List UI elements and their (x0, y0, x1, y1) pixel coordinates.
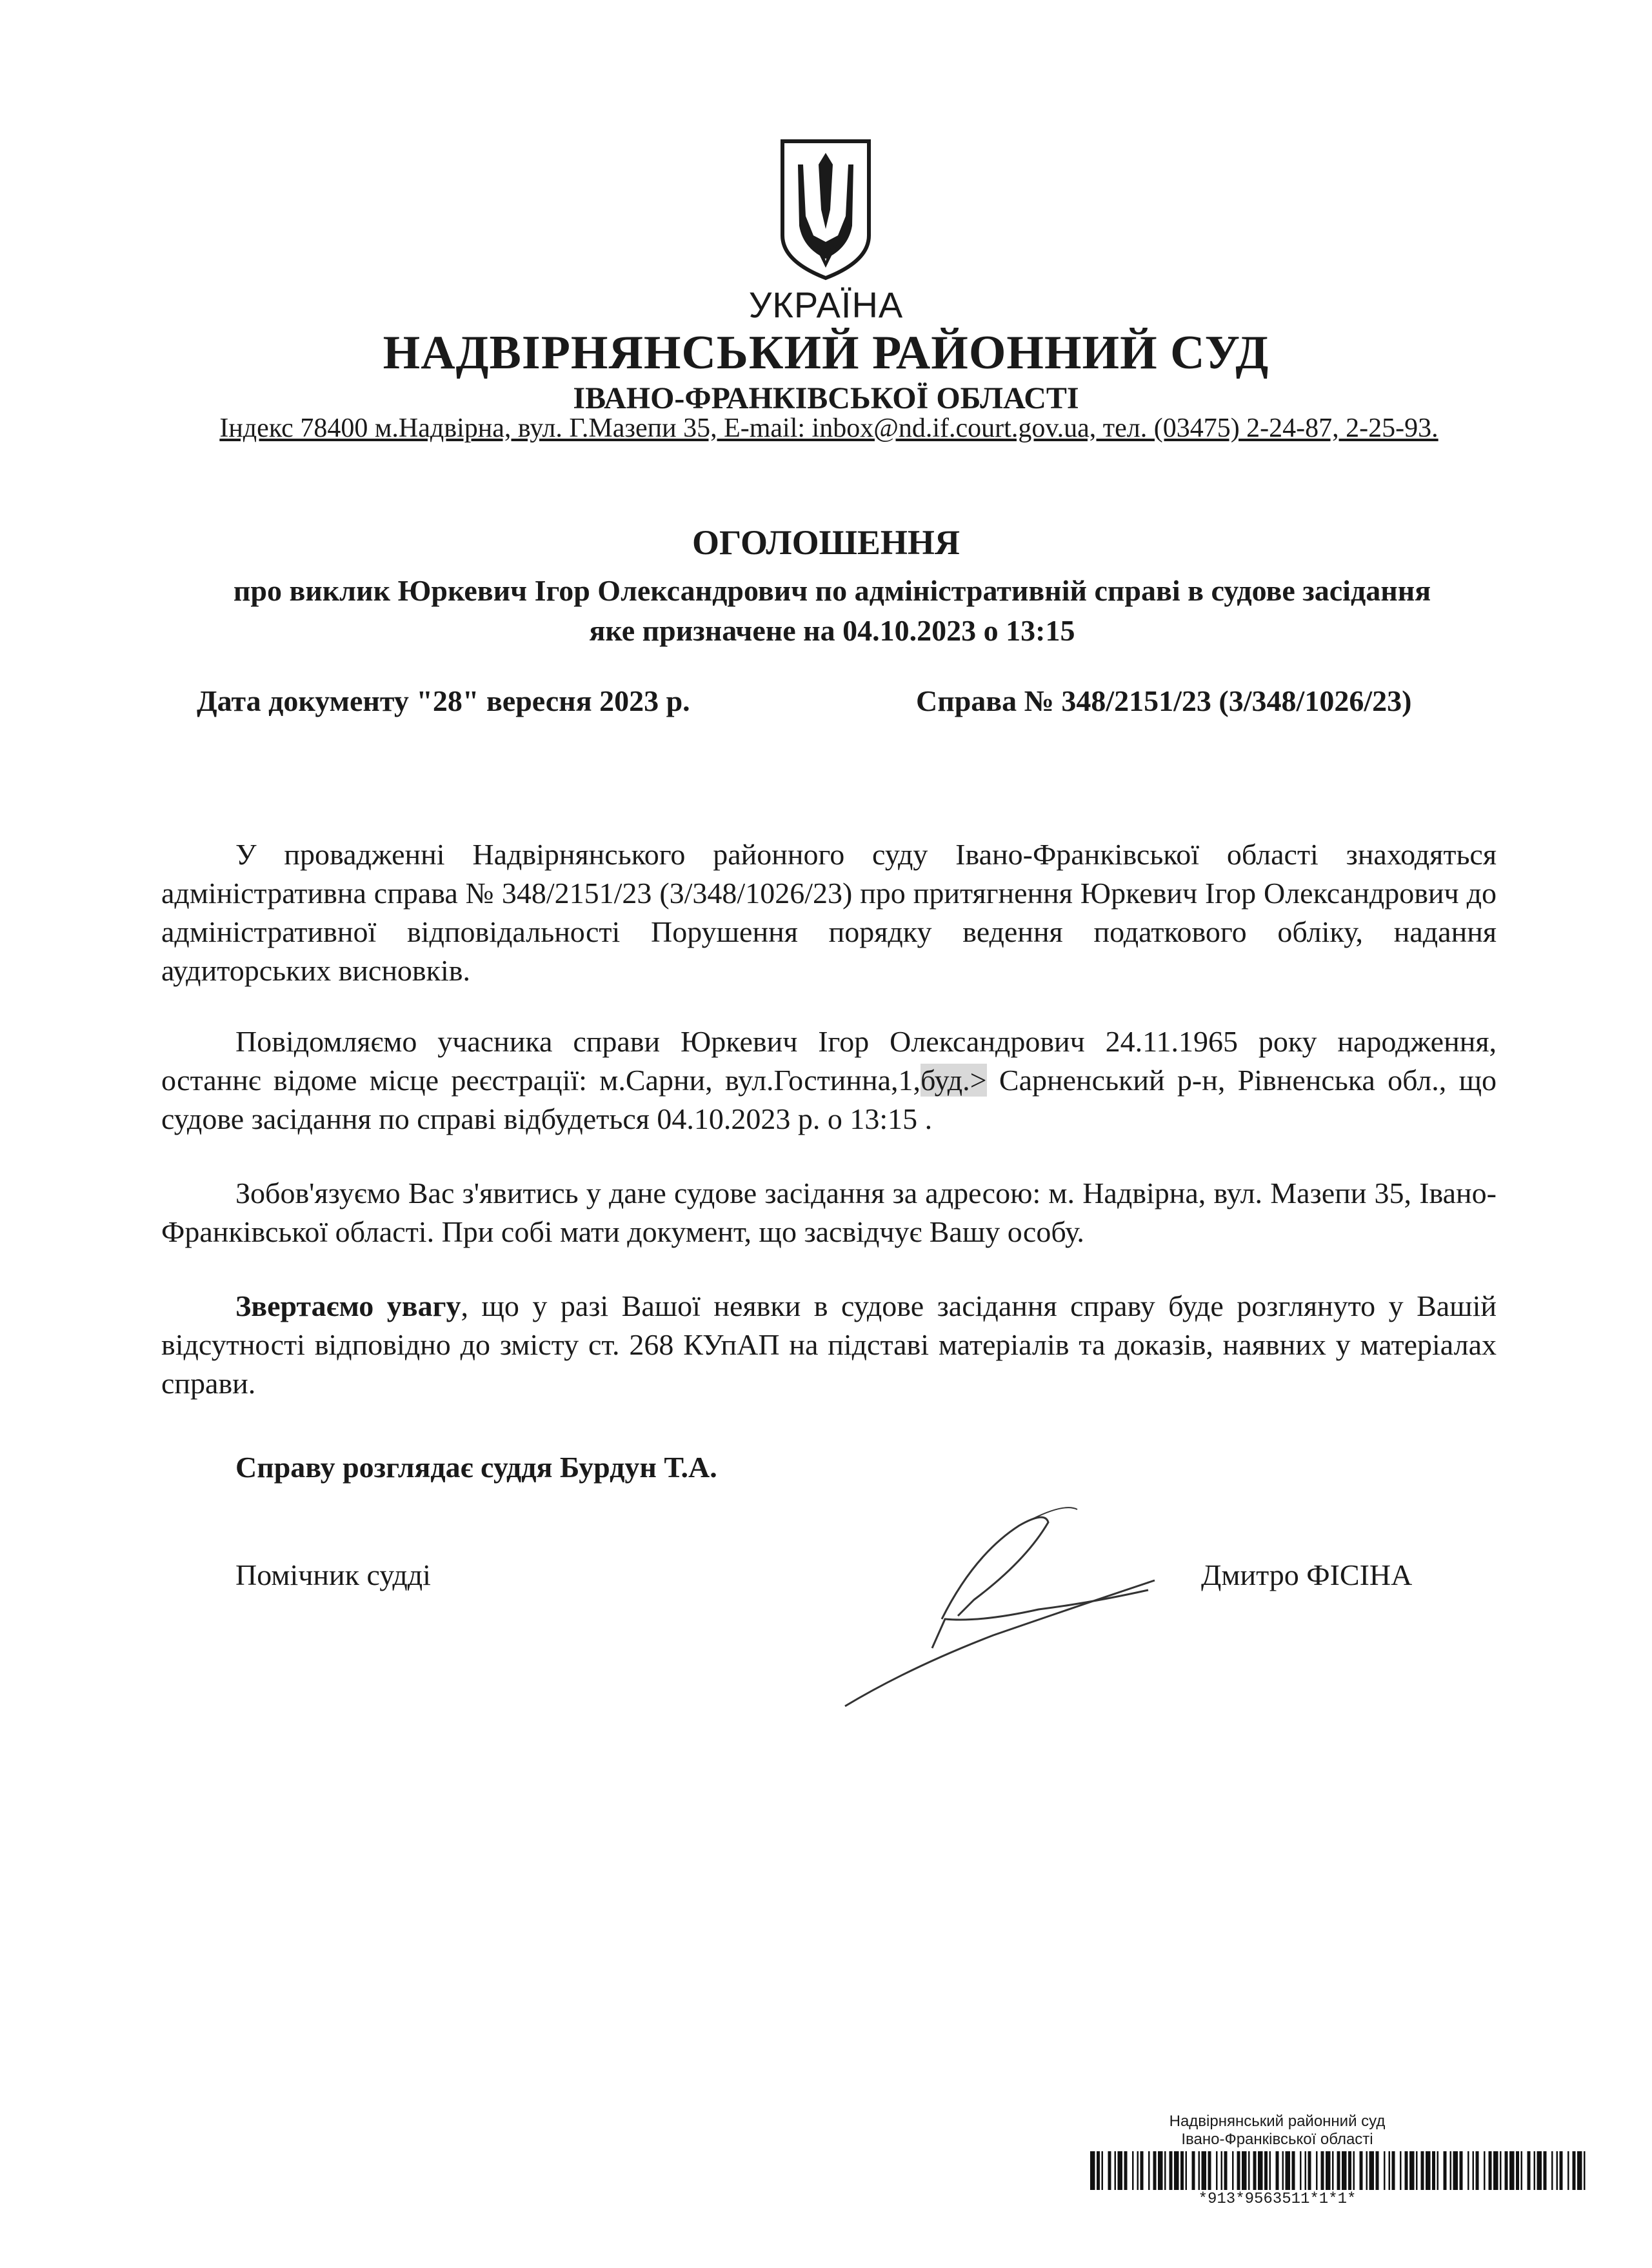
signatory-name: Дмитро ФІСІНА (1201, 1558, 1413, 1591)
notice-subject (168, 571, 1497, 651)
signatory-role: Помічник судді (235, 1558, 431, 1591)
stamp-court-name: Надвірнянський районний суд (1169, 2113, 1386, 2130)
stamp-region: Івано-Франківської області (1181, 2131, 1373, 2148)
notice-title: ОГОЛОШЕННЯ (692, 523, 960, 562)
notification-text-before: Повідомляємо учасника справи Юркевич Ігор Олександрович 24.11.1965 року народження, останнє відоме місце реєстрації: м.Сарни, вул.Гостинна,1, (161, 1025, 1497, 1097)
barcode-number: *913*9563511*1*1* (1198, 2191, 1357, 2208)
paragraph-proceedings: У провадженні Надвірнянського районного суду Івано-Франківської області знаходяться адміністративна справа № 348/2151/23 (3/348/1026/23) про притягнення Юркевич Ігор Олександрович до адміністративної відповідальності Порушення порядку ведення податкового обліку, надання аудиторських висновків. (161, 838, 1497, 987)
warning-text: , що у разі Вашої неявки в судове засідання справу буде розглянуто у Вашій відсутності відповідно до змісту ст. 268 КУпАП на підставі матеріалів та доказів, наявних у матеріалах справи. (161, 1289, 1497, 1400)
paragraph-judge: Справу розглядає суддя Бурдун Т.А. (235, 1451, 717, 1484)
coat-of-arms-icon (777, 139, 874, 281)
document-date: Дата документу "28" вересня 2023 р. (197, 684, 690, 717)
notification-text-after: Сарненський р-н, Рівненська обл., що судове засідання по справі відбудеться 04.10.2023 р. о 13:15 . (161, 1064, 1497, 1135)
notice-subject-line1: про виклик Юркевич Ігор Олександрович по адміністративній справі в судове засідання (233, 574, 1431, 607)
registration-stamp (1097, 2113, 1458, 2149)
paragraph-notification (161, 1022, 1497, 1139)
handwritten-signature (832, 1497, 1168, 1716)
highlighted-text: буд.> (921, 1064, 987, 1097)
barcode (1090, 2151, 1587, 2190)
country-name: УКРАЇНА (748, 284, 904, 325)
court-name: НАДВІРНЯНСЬКИЙ РАЙОННИЙ СУД (383, 326, 1269, 379)
court-region: ІВАНО-ФРАНКІВСЬКОЇ ОБЛАСТІ (573, 381, 1079, 415)
paragraph-warning (161, 1287, 1497, 1403)
notice-subject-line2: яке призначене на 04.10.2023 о 13:15 (589, 614, 1075, 647)
court-contacts: Індекс 78400 м.Надвірна, вул. Г.Мазепи 35, E-mail: inbox@nd.if.court.gov.ua, тел. (03475) 2-24-87, 2-25-93. (219, 413, 1438, 443)
warning-emphasis: Звертаємо увагу (235, 1289, 461, 1322)
case-number: Справа № 348/2151/23 (3/348/1026/23) (916, 684, 1412, 717)
paragraph-summons: Зобов'язуємо Вас з'явитись у дане судове засідання за адресою: м. Надвірна, вул. Мазепи 35, Івано-Франківської області. При собі мати документ, що засвідчує Вашу особу. (161, 1177, 1497, 1248)
